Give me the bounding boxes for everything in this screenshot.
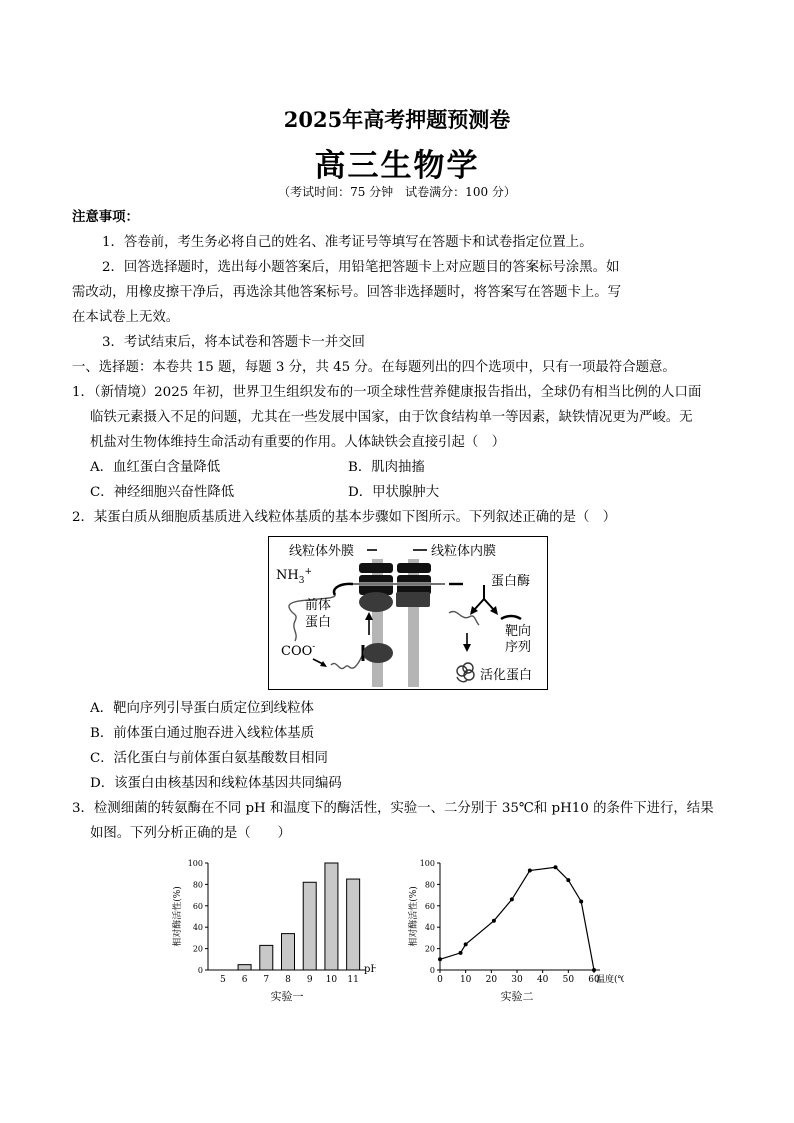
chart-2-y-tick-label: 100 xyxy=(419,859,435,868)
chart-2-point xyxy=(554,865,558,869)
inner-channel-complex xyxy=(396,592,430,607)
chart-2-title: 实验二 xyxy=(500,990,534,1003)
outer-membrane-label: 线粒体外膜 xyxy=(289,544,355,559)
chart-2-point xyxy=(459,951,463,955)
chart-1-bar xyxy=(347,879,360,970)
chart-1-bar xyxy=(303,882,316,970)
q1-option-d[interactable]: D．甲状腺肿大 xyxy=(348,485,440,500)
chart-2-point xyxy=(528,868,532,872)
chart-1-x-tick-label: 7 xyxy=(263,975,270,985)
chart-1-x-tick-label: 6 xyxy=(241,975,248,985)
precursor-label-1: 前体 xyxy=(305,598,332,613)
inner-membrane-label: 线粒体内膜 xyxy=(431,544,497,559)
chart-2-svg xyxy=(404,855,624,1005)
precursor-label-2: 蛋白 xyxy=(305,615,332,630)
chart-2-x-tick-label: 0 xyxy=(437,975,443,985)
chart-1-y-tick-label: 40 xyxy=(192,923,203,933)
chart-1-x-tick-label: 9 xyxy=(306,975,313,985)
chart-2-point xyxy=(510,897,514,901)
chart-2-x-tick-label: 30 xyxy=(511,975,523,985)
notes-heading: 注意事项： xyxy=(72,209,139,225)
q1-stem-line-3: 机盐对生物体维持生命活动有重要的作用。人体缺铁会直接引起（ ） xyxy=(90,435,506,450)
chart-2-point xyxy=(579,900,583,904)
q2-stem: 2．某蛋白质从细胞质基质进入线粒体基质的基本步骤如下图所示。下列叙述正确的是（ ） xyxy=(72,510,617,525)
chart-2-x-tick-label: 50 xyxy=(562,975,575,985)
chart-2-point xyxy=(566,878,570,882)
chart-1-svg xyxy=(166,855,376,1005)
tim-complex-top xyxy=(397,563,431,573)
q2-option-c[interactable]: C．活化蛋白与前体蛋白氨基酸数目相同 xyxy=(90,751,328,766)
chart-1-bar xyxy=(238,965,251,970)
q1-stem-line-2: 临铁元素摄入不足的问题，尤其在一些发展中国家，由于饮食结构单一等因素，缺铁情况更为严峻。无 xyxy=(90,410,693,425)
exam-info: （考试时间：75 分钟 试卷满分：100 分） xyxy=(278,185,516,199)
target-sequence-fragment xyxy=(501,616,521,619)
chart-2-x-tick-label: 40 xyxy=(536,975,549,985)
target-label-2: 序列 xyxy=(505,640,532,655)
chart-2-x-tick-label: 20 xyxy=(485,975,498,985)
q1-stem-line-1: 1．（新情境）2025 年初，世界卫生组织发布的一项全球性营养健康报告指出，全球仍有相当比例的人口面 xyxy=(72,385,702,400)
notes-item-2-line-2: 需改动，用橡皮擦干净后，再选涂其他答案标号。回答非选择题时，将答案写在答题卡上。写 xyxy=(72,285,622,300)
target-label-1: 靶向 xyxy=(505,624,532,639)
chart-2-y-label: 相对酶活性(%) xyxy=(409,886,419,947)
exam-title: 2025年高考押题预测卷 xyxy=(283,107,511,132)
q3-stem-line-1: 3．检测细菌的转氨酶在不同 pH 和温度下的酶活性，实验一、二分别于 35℃和 pH10 的条件下进行，结果 xyxy=(72,801,714,816)
active-protein-label: 活化蛋白 xyxy=(480,668,533,683)
receptor-complex xyxy=(359,592,393,612)
chart-2-point xyxy=(464,942,468,946)
coo-label: COO- xyxy=(281,642,316,659)
chart-2-y-tick-label: 80 xyxy=(424,880,435,890)
chart-2-line xyxy=(440,867,594,970)
chart-1-title: 实验一 xyxy=(270,990,304,1003)
q2-option-b[interactable]: B．前体蛋白通过胞吞进入线粒体基质 xyxy=(90,726,315,741)
mature-chain xyxy=(449,611,479,625)
active-protein-icon xyxy=(457,663,474,682)
mitochondria-import-diagram xyxy=(268,536,548,690)
chart-2-y-tick-label: 60 xyxy=(424,901,435,911)
chart-experiment-2 xyxy=(404,855,624,1005)
chart-2-y-tick-label: 20 xyxy=(424,944,435,954)
chart-1-bar xyxy=(282,934,295,970)
chart-1-bar xyxy=(260,945,273,970)
notes-item-3: 3．考试结束后，将本试卷和答题卡一并交回 xyxy=(102,335,365,350)
notes-item-2-line-1: 2．回答选择题时，选出每小题答案后，用铅笔把答题卡上对应题目的答案标号涂黑。如 xyxy=(102,260,620,275)
notes-item-2-line-3: 在本试卷上无效。 xyxy=(72,310,180,325)
chart-2-point xyxy=(592,968,596,972)
chart-2-x-tick-label: 10 xyxy=(459,975,472,985)
chart-1-x-tick-label: 10 xyxy=(325,975,338,985)
chart-1-y-tick-label: 0 xyxy=(197,966,203,975)
q2-option-a[interactable]: A．靶向序列引导蛋白质定位到线粒体 xyxy=(90,701,314,716)
chart-2-x-tick-label: 60 xyxy=(588,975,600,985)
chart-1-x-tick-label: 8 xyxy=(285,975,291,985)
chart-2-x-label: 温度(℃ xyxy=(596,975,624,985)
chart-1-y-tick-label: 100 xyxy=(187,859,203,868)
notes-item-1: 1．答卷前，考生务必将自己的姓名、准考证号等填写在答题卡和试卷指定位置上。 xyxy=(102,235,593,250)
chart-1-y-tick-label: 20 xyxy=(192,944,203,954)
chart-1-x-tick-label: 11 xyxy=(347,975,359,985)
q1-option-a[interactable]: A．血红蛋白含量降低 xyxy=(90,460,221,475)
diagram-svg xyxy=(269,537,547,689)
chart-2-y-tick-label: 0 xyxy=(429,966,435,975)
nh3-label: $NH_3^+$ xyxy=(276,567,312,586)
q1-option-c[interactable]: C．神经细胞兴奋性降低 xyxy=(90,485,235,500)
chart-1-bar xyxy=(325,863,338,970)
chart-2-y-tick-label: 40 xyxy=(424,923,435,933)
section-heading: 一、选择题：本卷共 15 题，每题 3 分，共 45 分。在每题列出的四个选项中，只有一项最符合题意。 xyxy=(72,360,676,375)
chart-1-y-tick-label: 60 xyxy=(192,901,203,911)
chart-1-y-label: 相对酶活性(%) xyxy=(173,886,183,947)
q2-option-d[interactable]: D．该蛋白由核基因和线粒体基因共同编码 xyxy=(90,776,342,791)
q3-stem-line-2: 如图。下列分析正确的是（ ） xyxy=(90,826,291,841)
protease-label: 蛋白酶 xyxy=(491,574,531,589)
chart-2-point xyxy=(492,919,496,923)
chart-1-y-tick-label: 80 xyxy=(192,880,203,890)
chart-experiment-1 xyxy=(166,855,376,1005)
tom-complex-top xyxy=(359,563,393,573)
q1-option-b[interactable]: B．肌肉抽搐 xyxy=(348,460,425,475)
chart-2-point xyxy=(438,957,442,961)
chart-1-x-label: pH xyxy=(364,964,376,975)
subject-title: 高三生物学 xyxy=(314,148,480,184)
chart-1-x-tick-label: 5 xyxy=(219,975,226,985)
cytosolic-chaperone xyxy=(363,643,393,663)
